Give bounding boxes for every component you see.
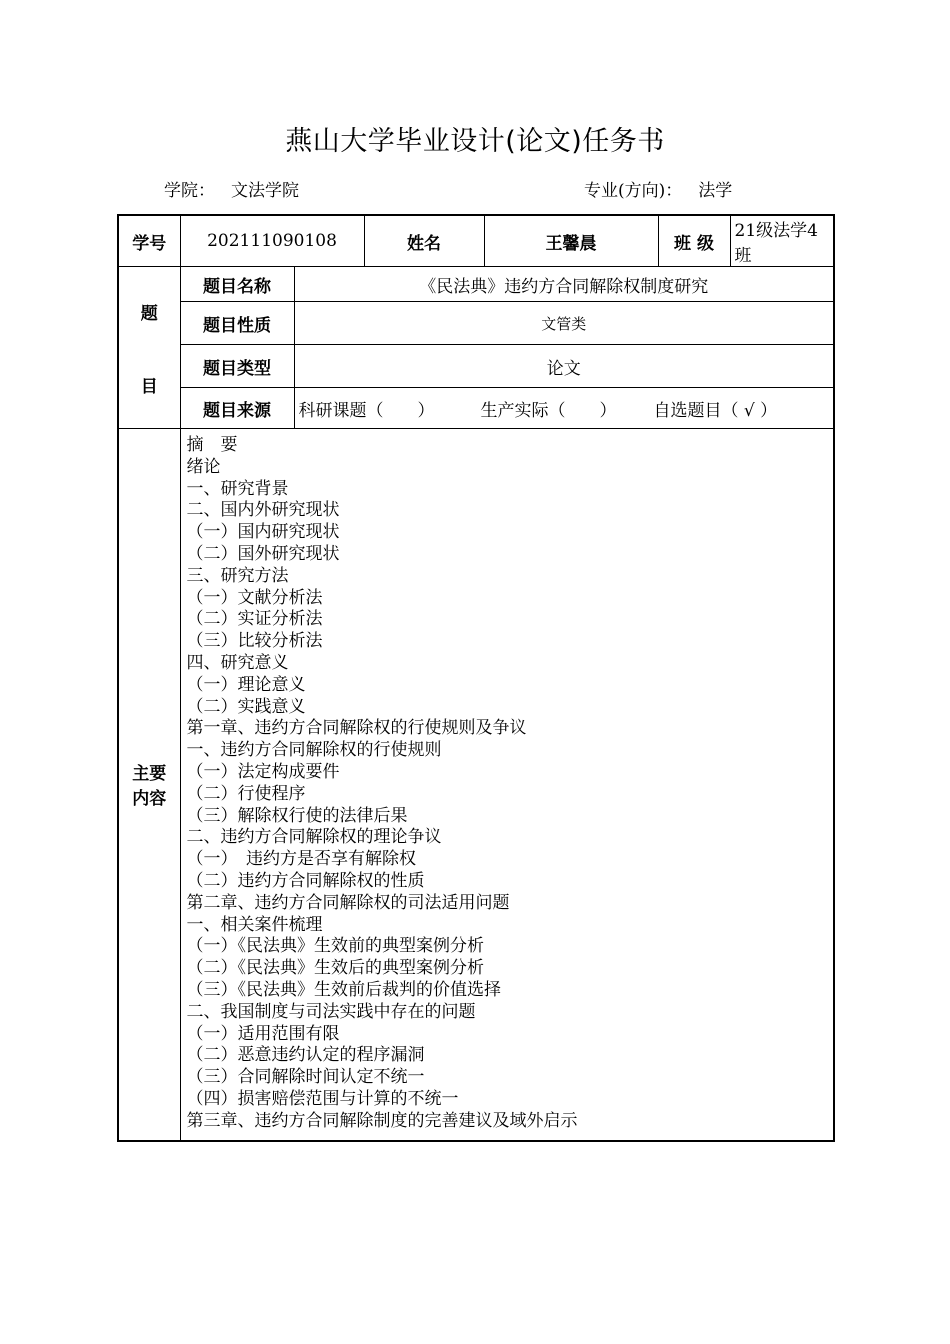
outline-line: 绪论 xyxy=(186,456,221,477)
source-option-research: 科研课题（ ） xyxy=(298,400,435,421)
outline-line: 一、相关案件梳理 xyxy=(186,914,323,935)
outline-line: （二）实证分析法 xyxy=(186,609,323,630)
outline-line: （二）恶意违约认定的程序漏洞 xyxy=(186,1045,425,1066)
student-id-label: 学号 xyxy=(118,215,180,267)
outline-line: 第三章、违约方合同解除制度的完善建议及域外启示 xyxy=(186,1110,578,1131)
topic-source-options xyxy=(294,388,834,429)
outline-line: （四）损害赔偿范围与计算的不统一 xyxy=(186,1088,459,1109)
topic-type-value: 论文 xyxy=(294,345,834,388)
outline-line: （一）国内研究现状 xyxy=(186,522,340,543)
class-value: 21级法学4班 xyxy=(730,215,834,267)
outline-line: （一）《民法典》生效前的典型案例分析 xyxy=(186,936,484,957)
outline-line: （一）理论意义 xyxy=(186,674,306,695)
source-option-self-selected: 自选题目（ √ ） xyxy=(653,400,778,421)
major-field xyxy=(584,178,732,204)
topic-side-char-1: 题 xyxy=(140,303,158,324)
main-content-outline xyxy=(180,429,834,1141)
outline-line: （一）法定构成要件 xyxy=(186,761,340,782)
outline-line: 二、我国制度与司法实践中存在的问题 xyxy=(186,1001,476,1022)
outline-line: （三）《民法典》生效前后裁判的价值选择 xyxy=(186,979,501,1000)
outline-line: 一、研究背景 xyxy=(186,478,289,499)
content-side-label xyxy=(118,429,180,1141)
outline-line: 一、违约方合同解除权的行使规则 xyxy=(186,740,442,761)
task-form-table xyxy=(117,214,835,1142)
name-label: 姓名 xyxy=(364,215,484,267)
topic-name-label: 题目名称 xyxy=(180,267,294,302)
outline-line: （一） 违约方是否享有解除权 xyxy=(186,849,416,870)
topic-type-label: 题目类型 xyxy=(180,345,294,388)
outline-line: （二）违约方合同解除权的性质 xyxy=(186,870,425,891)
college-value: 文法学院 xyxy=(231,181,299,201)
college-label: 学院： xyxy=(164,181,215,201)
major-value: 法学 xyxy=(698,181,733,201)
outline-line: （三）合同解除时间认定不统一 xyxy=(186,1067,425,1088)
outline-line: 二、国内外研究现状 xyxy=(186,500,340,521)
source-option-production: 生产实际（ ） xyxy=(480,400,617,421)
outline-line: 二、违约方合同解除权的理论争议 xyxy=(186,827,442,848)
college-field xyxy=(164,178,299,204)
outline-line: （三）解除权行使的法律后果 xyxy=(186,805,408,826)
content-side-line-1: 主要 xyxy=(132,764,167,785)
outline-line: （一）文献分析法 xyxy=(186,587,323,608)
outline-line: （二）行使程序 xyxy=(186,783,306,804)
topic-side-label xyxy=(118,267,180,429)
outline-line: （二）国外研究现状 xyxy=(186,543,340,564)
name-value: 王馨晨 xyxy=(484,215,658,267)
major-label: 专业(方向)： xyxy=(584,181,683,201)
outline-line: （一）适用范围有限 xyxy=(186,1023,340,1044)
content-side-line-2: 内容 xyxy=(132,789,167,810)
class-label: 班 级 xyxy=(658,215,730,267)
outline-line: （三）比较分析法 xyxy=(186,631,323,652)
outline-line: （二）实践意义 xyxy=(186,696,306,717)
document-title: 燕山大学毕业设计(论文)任务书 xyxy=(285,126,665,157)
topic-side-char-2: 目 xyxy=(140,376,158,397)
outline-line: 第二章、违约方合同解除权的司法适用问题 xyxy=(186,892,510,913)
outline-line: 第一章、违约方合同解除权的行使规则及争议 xyxy=(186,718,527,739)
student-id-value: 202111090108 xyxy=(180,215,364,267)
topic-source-label: 题目来源 xyxy=(180,388,294,429)
topic-nature-value: 文管类 xyxy=(294,302,834,345)
topic-nature-label: 题目性质 xyxy=(180,302,294,345)
outline-line: 摘 要 xyxy=(186,435,238,455)
outline-line: 四、研究意义 xyxy=(186,652,289,673)
outline-line: （二）《民法典》生效后的典型案例分析 xyxy=(186,958,484,979)
topic-name-value: 《民法典》违约方合同解除权制度研究 xyxy=(294,267,834,302)
outline-line: 三、研究方法 xyxy=(186,565,289,586)
